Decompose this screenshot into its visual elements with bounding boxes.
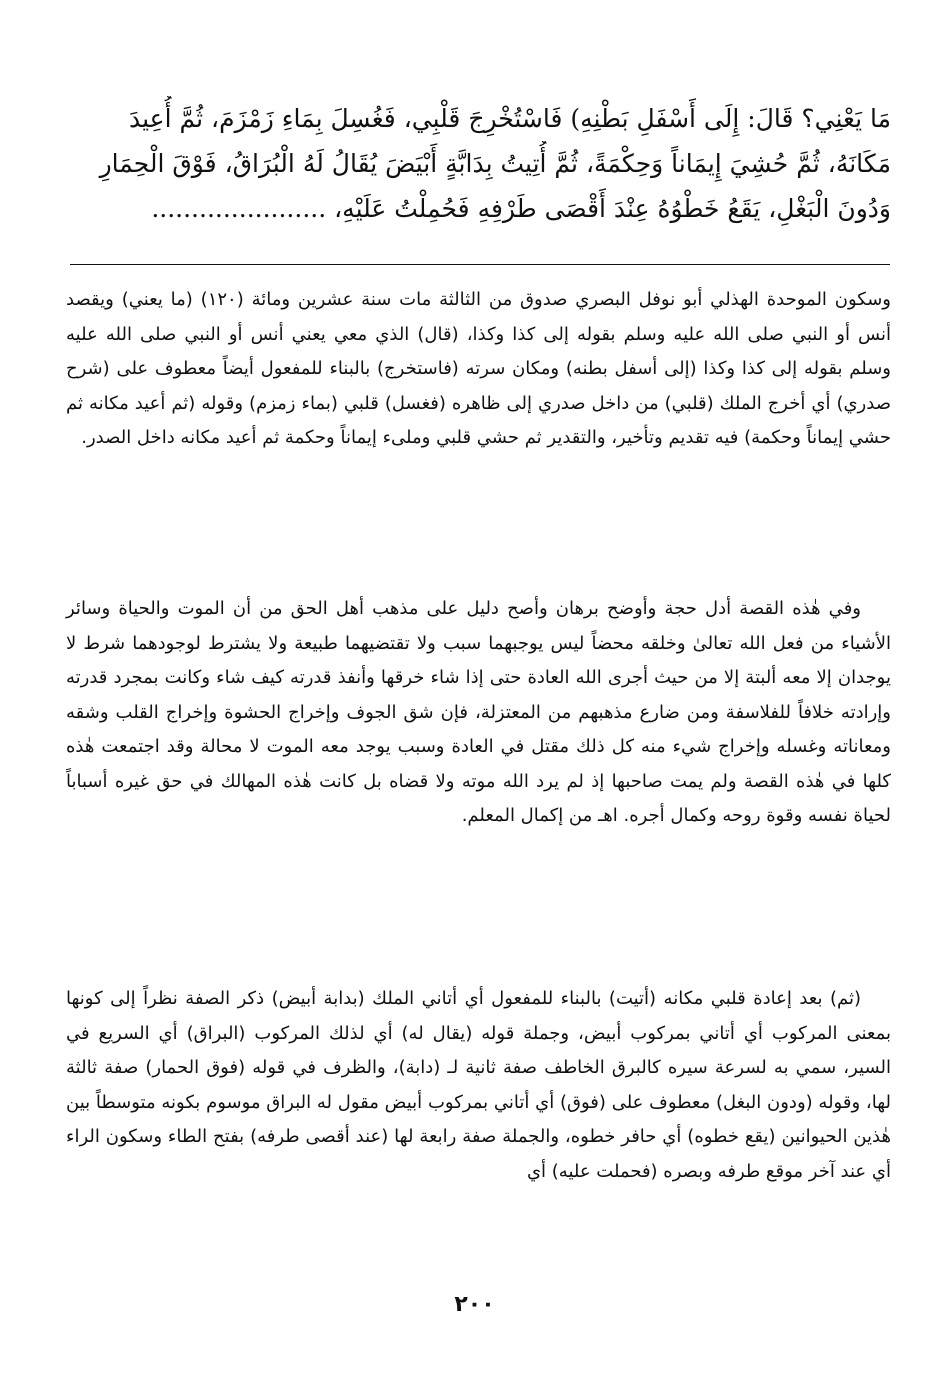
commentary-paragraph-2 — [66, 592, 891, 834]
commentary-text: وسكون الموحدة الهذلي أبو نوفل البصري صدوق من الثالثة مات سنة عشرين ومائة (١٢٠) (ما يعني) ويقصد أنس أو النبي صلى الله عليه وسلم بقوله إلى كذا وكذا، (قال) الذي معي يعني أنس أو النبي صلى الله عليه وسلم بقوله إلى كذا وكذا (إلى أسفل بطنه) ومكان سرته (فاستخرج) بالبناء للمفعول أيضاً معطوف على (شرح صدري) أي أخرج الملك (قلبي) من داخل صدري إلى ظاهره (فغسل) قلبي (بماء زمزم) وقوله (ثم أعيد مكانه ثم حشي إيماناً وحكمة) فيه تقديم وتأخير، والتقدير ثم حشي قلبي وملىء إيماناً وحكمة ثم أعيد مكانه داخل الصدر. — [66, 289, 892, 448]
commentary-text: (ثم) بعد إعادة قلبي مكانه (أتيت) بالبناء للمفعول أي أتاني الملك (بدابة أبيض) ذكر الصفة نظراً إلى كونها بمعنى المركوب أي أتاني بمركوب أبيض، وجملة قوله (يقال له) أي لذلك المركوب (البراق) أي السريع في السير، سمي به لسرعة سيره كالبرق الخاطف صفة ثانية لـ (دابة)، والظرف في قوله (فوق الحمار) صفة ثالثة لها، وقوله (ودون البغل) معطوف على (فوق) أي أتاني بمركوب أبيض مقول له البراق موسوم بكونه متوسطاً بين هٰذين الحيوانين (يقع خطوه) أي حافر خطوه، والجملة صفة رابعة لها (عند أقصى طرفه) بفتح الطاء وسكون الراء أي عند آخر موقع طرفه وبصره (فحملت عليه) أي — [66, 988, 891, 1182]
commentary-paragraph-1 — [66, 283, 891, 456]
hadith-line: مَا يَعْنِي؟ قَالَ: إِلَى أَسْفَلِ بَطْنِهِ) فَاسْتُخْرِجَ قَلْبِي، فَغُسِلَ بِمَاءِ زَمْزَمَ، ثُمَّ أُعِيدَ — [129, 104, 891, 133]
commentary-paragraph-3 — [66, 982, 891, 1189]
page-number: ٢٠٠ — [454, 1292, 495, 1317]
hadith-line: مَكَانَهُ، ثُمَّ حُشِيَ إِيمَاناً وَحِكْمَةً، ثُمَّ أُتِيتُ بِدَابَّةٍ أَبْيَضَ يُقَالُ لَهُ الْبُرَاقُ، فَوْقَ الْحِمَارِ — [99, 149, 891, 178]
hadith-line: وَدُونَ الْبَغْلِ، يَقَعُ خَطْوُهُ عِنْدَ أَقْصَى طَرْفِهِ فَحُمِلْتُ عَلَيْهِ، ...................... — [151, 194, 891, 223]
commentary-text: وفي هٰذه القصة أدل حجة وأوضح برهان وأصح دليل على مذهب أهل الحق من أن الموت والحياة وسائر الأشياء من فعل الله تعالىٰ وخلقه محضاً ليس يوجبهما سبب ولا تقتضيهما طبيعة ولا يشترط لوجودهما شرط لا يوجدان إلا معه ألبتة إلا من حيث أجرى الله العادة حتى إذا شاء خرقها وأنفذ قدرته كيف شاء وكانت بمجرد قدرته وإرادته خلافاً للفلاسفة ومن ضارع مذهبهم من المعتزلة، فإن شق الجوف وإخراج الحشوة وإخراج القلب وشقه ومعاناته وغسله وإخراج شيء منه كل ذلك مقتل في العادة وسبب يوجد معه الموت لا محالة وقد اجتمعت هٰذه كلها في هٰذه القصة ولم يمت صاحبها إذ لم يرد الله موته ولا قضاه بل كانت هٰذه المهالك في حق غيره أسباباً لحياة نفسه وقوة روحه وكمال أجره. اهـ من إكمال المعلم. — [66, 598, 891, 826]
hadith-text — [66, 96, 891, 231]
footnote-separator — [70, 264, 890, 265]
